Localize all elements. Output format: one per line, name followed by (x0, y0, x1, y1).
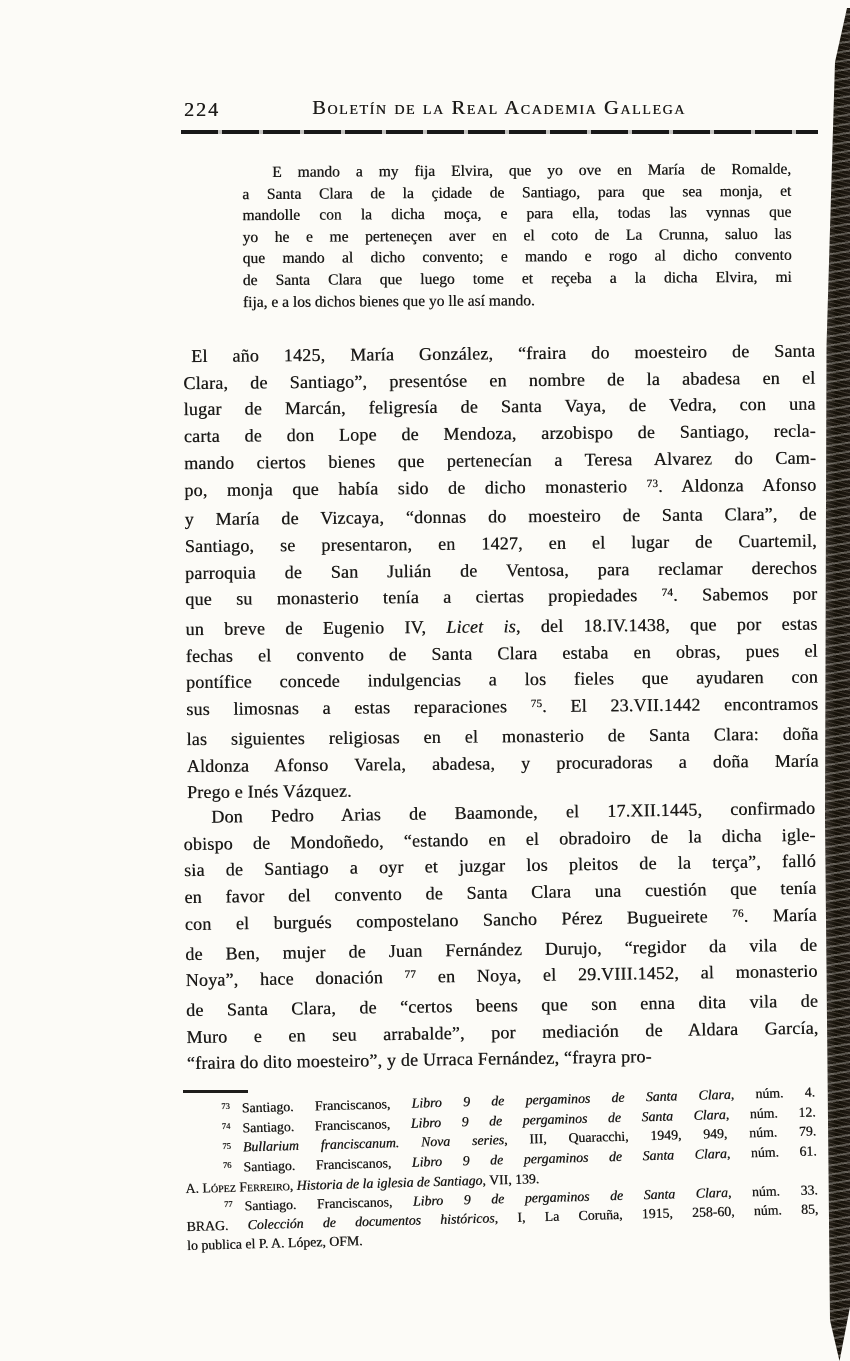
text-segment: lugar de Marcán, feligresía de Santa Vaya, de Vedra, con una (183, 393, 816, 420)
italic-citation: Historia de la iglesia de Santiago (296, 1172, 483, 1193)
text-segment: Muro e en seu arrabalde”, por mediación de Aldara García, (186, 1017, 819, 1047)
footnote-marker: 74 (661, 587, 674, 600)
quoted-testament-block (242, 159, 792, 314)
text-segment: un breve de Eugenio IV, (185, 616, 447, 640)
text-segment: Santiago. Franciscanos, (243, 1154, 413, 1175)
text-line (242, 202, 791, 227)
text-segment: El año 1425, María González, “fraira do moesteiro de Santa (191, 340, 816, 366)
text-line (243, 288, 792, 313)
text-segment: Aldonza Afonso Varela, abadesa, y procuradoras a doña María (186, 750, 819, 776)
text-segment: carta de don Lope de Mendoza, arzobispo de Santiago, recla- (183, 420, 816, 447)
text-segment: de Santa Clara que luego tome et reçeba a la dicha Elvira, mi (242, 268, 792, 289)
footnote-marker: 74 (221, 1120, 231, 1131)
text-segment: Don Pedro Arias de Baamonde, el 17.XII.1445, confirmado (211, 797, 816, 827)
text-segment: de Ben, mujer de Juan Fernández Durujo, “regidor da vila de (185, 934, 818, 964)
small-caps-name: A. López Ferreiro (185, 1177, 290, 1196)
text-segment: pontífice concede indulgencias a los fieles que ayudaren con (185, 666, 819, 693)
text-segment: , núm. 33. (727, 1181, 818, 1200)
text-segment: de Santa Clara, de “certos beens que son enna dita vila de (185, 990, 819, 1020)
text-segment: , núm. 12. (725, 1104, 816, 1122)
italic-citation: Libro 9 de pergaminos de Santa Clara (411, 1145, 727, 1170)
text-segment: Santiago. Franciscanos, (241, 1095, 412, 1116)
text-segment: y María de Vizcaya, “donnas do moesteiro de Santa Clara”, de (184, 503, 817, 530)
journal-title: Boletín de la Real Academia Gallega (312, 97, 686, 119)
text-segment: parroquia de San Julián de Ventosa, para reclamar derechos (184, 557, 818, 583)
paragraph-year-1425 (183, 337, 819, 805)
text-segment: , del 18.IV.1438, que por estas (515, 613, 818, 637)
text-segment: , I, La Coruña, 1915, 258-60, núm. 85, (494, 1201, 819, 1226)
footnote-marker: 77 (404, 968, 417, 981)
text-segment: “fraira do dito moesteiro”, y de Urraca Fernández, “frayra pro- (186, 1046, 652, 1074)
text-segment: , núm. 61. (726, 1143, 817, 1161)
text-segment: sia de Santiago a oyr et juzgar los pleitos de la terça”, falló (183, 851, 817, 881)
footnote-marker: 76 (731, 907, 744, 920)
text-segment: , núm. 4. (730, 1084, 816, 1102)
text-segment: mando ciertos bienes que pertenecían a Teresa Alvarez do Cam- (183, 447, 817, 473)
text-segment: . María (743, 904, 817, 926)
text-segment: yo he e me perteneçen aver en el coto de La Crunna, saluo las (242, 225, 792, 246)
text-segment: E mando a my fija Elvira, que yo ove en María de Romalde, (272, 160, 792, 181)
footnote-marker: 77 (223, 1198, 233, 1209)
italic-citation: Colección de documentos históricos (247, 1210, 495, 1233)
text-line (243, 267, 792, 292)
footnote-separator (183, 1090, 248, 1093)
text-segment: con el burgués compostelano Sancho Pérez Bugueirete (184, 905, 733, 934)
text-segment: , (289, 1177, 297, 1193)
text-segment: . Aldonza Afonso (658, 473, 817, 496)
text-segment: en Noya, el 29.VIII.1452, al monasterio (415, 960, 818, 987)
footnote-marker: 73 (646, 477, 659, 490)
text-segment: sus limosnas a estas reparaciones (186, 696, 531, 720)
text-segment: que su monasterio tenía a ciertas propiedades (185, 585, 662, 610)
text-segment: Santiago, se presentaron, en 1427, en el lugar de Cuartemil, (184, 530, 817, 556)
text-segment: a Santa Clara de la çidade de Santiago, para que sea monja, et (242, 182, 792, 203)
text-segment: fija, e a los dichos bienes que yo lle así mando. (242, 291, 535, 311)
text-segment: BRAG. (186, 1217, 248, 1235)
text-segment: po, monja que había sido de dicho monasterio (184, 475, 647, 500)
text-segment: Clara, de Santiago”, presentóse en nombre de la abadesa en el (183, 367, 816, 393)
text-segment: , III, Quaracchi, 1949, 949, núm. 79. (503, 1123, 817, 1148)
text-column (183, 0, 819, 1361)
text-segment: en favor del convento de Santa Clara una cuestión que tenía (184, 877, 817, 908)
footnote-marker: 75 (530, 698, 543, 711)
text-segment: Santiago. Franciscanos, (242, 1115, 411, 1136)
text-segment: Prego e Inés Vázquez. (186, 780, 352, 803)
text-line (242, 159, 791, 184)
footnote-marker: 76 (222, 1159, 232, 1171)
text-segment: fechas el convento de Santa Clara estaba en obras, pues el (185, 640, 818, 666)
text-segment: . El 23.VII.1442 encontramos (542, 693, 819, 717)
italic-citation: Bullarium franciscanum. Nova series (242, 1132, 505, 1155)
text-segment: mandolle con la dicha moça, e para ella, todas las vynnas que (242, 203, 792, 225)
footnote-marker: 73 (221, 1100, 230, 1112)
text-segment: las siguientes religiosas en el monasterio de Santa Clara: doña (186, 723, 819, 749)
italic-citation: Libro 9 de pergaminos de Santa Clara (410, 1106, 726, 1131)
text-segment: obispo de Mondoñedo, “estando en el obradoiro de la dicha igle- (183, 824, 816, 854)
footnotes-block (183, 1083, 819, 1255)
italic-citation: Libro 9 de pergaminos de Santa Clara (412, 1184, 729, 1209)
page-number: 224 (184, 99, 220, 121)
italic-citation: Libro 9 de pergaminos de Santa Clara (411, 1086, 731, 1111)
text-segment: , VII, 139. (482, 1170, 540, 1188)
paragraph-pedro-arias (183, 795, 819, 1077)
italic-citation: Licet is (446, 616, 516, 637)
footnote-marker: 75 (222, 1140, 231, 1151)
text-segment: . Sabemos por (672, 583, 818, 606)
text-segment: Santiago. Franciscanos, (244, 1193, 414, 1213)
scan-edge-artifact (825, 8, 850, 1361)
text-segment: que mando al dicho convento; e mando e rogo al dicho convento (242, 247, 792, 268)
text-segment: lo publica el P. A. López, OFM. (186, 1232, 363, 1253)
text-segment: Noya”, hace donación (185, 966, 405, 991)
